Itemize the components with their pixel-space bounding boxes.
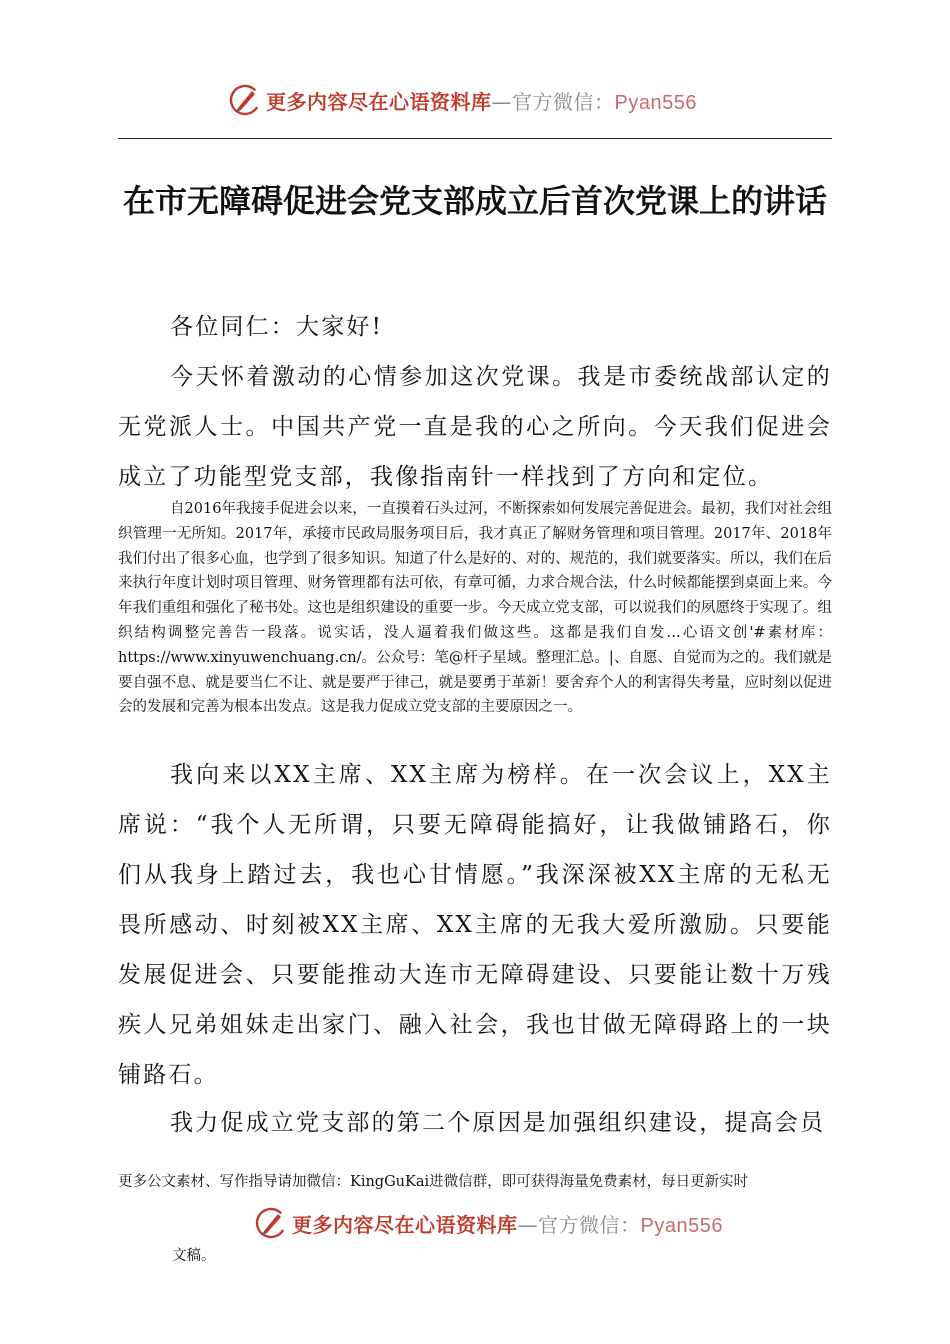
watermark-dash: — (491, 89, 512, 114)
footer-watermark-brand (254, 1206, 723, 1240)
watermark-text (266, 86, 697, 115)
watermark-brand (228, 83, 697, 117)
footer-note: 更多公文素材、写作指导请加微信：KingGuKai进微信群，即可获得海量免费素材，每日更新实时 (118, 1174, 749, 1190)
pen-circle-logo-icon (254, 1206, 288, 1240)
pen-circle-logo-icon (228, 83, 262, 117)
paragraph-role-model: 我向来以XX主席、XX主席为榜样。在一次会议上，XX主席说：“我个人无所谓，只要无障碍能搞好，让我做铺路石，你们从我身上踏过去，我也心甘情愿。”我深深被XX主席的无私无畏所感动、时刻被XX主席、XX主席的无我大爱所激励。只要能发展促进会、只要能推动大连市无障碍建设、只要能让数十万残疾人兄弟姐妹走出家门、融入社会，我也甘做无障碍路上的一块铺路石。 (118, 762, 832, 1088)
paragraph-intro: 今天怀着激动的心情参加这次党课。我是市委统战部认定的无党派人士。中国共产党一直是我的心之所向。今天我们促进会成立了功能型党支部，我像指南针一样找到了方向和定位。 (118, 364, 832, 490)
footer-watermark (0, 1206, 950, 1246)
header-watermark (0, 80, 950, 120)
paragraph-second-reason: 我力促成立党支部的第二个原因是加强组织建设，提高会员 (170, 1110, 826, 1136)
footer-tail: 文稿。 (172, 1248, 216, 1264)
watermark-brand-text: 更多内容尽在心语资料库 (266, 89, 492, 114)
footer-watermark-official-label: 官方微信： (538, 1212, 641, 1237)
document-title: 在市无障碍促进会党支部成立后首次党课上的讲话 (122, 182, 827, 220)
footer-watermark-dash: — (517, 1212, 538, 1237)
watermark-official-label: 官方微信： (512, 89, 615, 114)
footer-watermark-brand-text: 更多内容尽在心语资料库 (292, 1212, 518, 1237)
footer-watermark-text (292, 1209, 723, 1238)
paragraph-history: 自2016年我接手促进会以来，一直摸着石头过河，不断探索如何发展完善促进会。最初，我们对社会组织管理一无所知。2017年，承接市民政局服务项目后，我才真正了解财务管理和项目管理。2017年、2018年我们付出了很多心血，也学到了很多知识。知道了什么是好的、对的、规范的，我们就要落实。所以，我们在后来执行年度计划时项目管理、财务管理都有法可依，有章可循，力求合规合法，什么时候都能摆到桌面上来。今年我们重组和强化了秘书处。这也是组织建设的重要一步。今天成立党支部，可以说我们的夙愿终于实现了。组织结构调整完善告一段落。说实话，没人逼着我们做这些。这都是我们自发…心语文创'#素材库：https://www.xinyuwenchuang.cn/。公众号：笔@杆子星域。整理汇总。|、自愿、自觉而为之的。我们就是要自强不息、就是要当仁不让、就是要严于律己，就是要勇于革新！要舍弃个人的利害得失考量，应时刻以促进会的发展和完善为根本出发点。这是我力促成立党支部的主要原因之一。 (118, 501, 832, 716)
header-divider (118, 138, 832, 139)
footer-watermark-code: Pyan556 (640, 1214, 723, 1237)
watermark-code: Pyan556 (614, 91, 697, 114)
paragraph-greeting: 各位同仁：大家好! (170, 314, 384, 340)
